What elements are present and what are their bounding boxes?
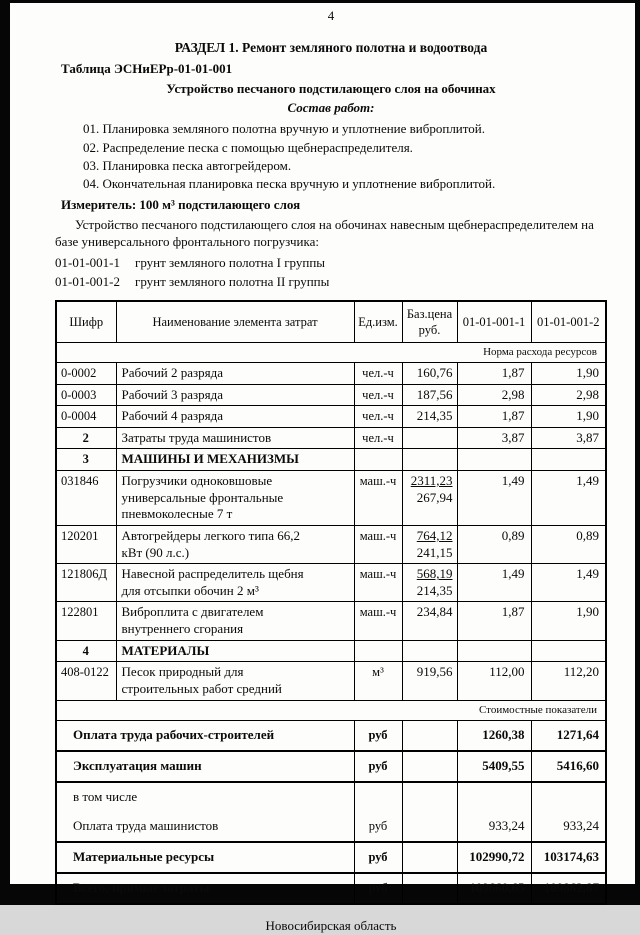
work-item-4: 04. Окончательная планировка песка вручную и уплотнение виброплитой.	[83, 176, 496, 192]
scan-edge-left	[0, 0, 10, 905]
cell-norm-1: 112,00	[457, 662, 531, 700]
cost-row	[56, 873, 606, 904]
cell-base-price	[402, 873, 457, 904]
cost-row	[56, 812, 606, 842]
cell-unit: маш.-ч	[354, 471, 402, 526]
price-denominator: 214,35	[416, 582, 453, 598]
cell-base-price	[402, 449, 457, 471]
cell-code: 0-0003	[56, 384, 116, 406]
work-title: Устройство песчаного подстилающего слоя на обочинах	[166, 81, 496, 97]
cell-norm-2: 112,20	[531, 662, 606, 700]
cell-cost-2	[531, 782, 606, 812]
cell-cost-name: Материальные ресурсы	[56, 842, 354, 873]
cell-unit: чел.-ч	[354, 406, 402, 428]
resource-row	[56, 471, 606, 526]
cell-name: МАТЕРИАЛЫ	[116, 640, 354, 662]
work-items-list	[83, 120, 607, 194]
cell-cost-1: 109660,65	[457, 873, 531, 904]
work-item-1: 01. Планировка земляного полотна вручную и уплотнение виброплитой.	[83, 121, 485, 137]
cell-norm-2: 0,89	[531, 525, 606, 563]
cell-base-price	[402, 471, 457, 526]
cell-norm-1: 1,49	[457, 564, 531, 602]
work-description: Устройство песчаного подстилающего слоя на обочинах навесным щебнераспределителем на базе универсального фронтального погрузчика:	[55, 216, 594, 250]
cost-row	[56, 720, 606, 751]
cell-norm-2: 2,98	[531, 384, 606, 406]
cell-name: Рабочий 2 разряда	[116, 362, 354, 384]
col-header-code: Шифр	[56, 301, 116, 343]
cell-unit: маш.-ч	[354, 525, 402, 563]
resource-row	[56, 525, 606, 563]
cell-norm-2	[531, 449, 606, 471]
cell-base-price	[402, 751, 457, 782]
cost-row	[56, 751, 606, 782]
variant-row-2	[55, 272, 607, 292]
cell-cost-2: 1271,64	[531, 720, 606, 751]
cell-name: МАШИНЫ И МЕХАНИЗМЫ	[116, 449, 354, 471]
cell-unit: чел.-ч	[354, 384, 402, 406]
cell-cost-name: Оплата труда машинистов	[56, 812, 354, 842]
cell-norm-1: 0,89	[457, 525, 531, 563]
work-item-2: 02. Распределение песка с помощью щебнераспределителя.	[83, 139, 413, 155]
page-number: 4	[327, 8, 335, 23]
cell-name: Навесной распределитель щебня для отсыпки обочин 2 м³	[116, 564, 354, 602]
cell-norm-1: 1,87	[457, 602, 531, 640]
cell-code: 408-0122	[56, 662, 116, 700]
variant-text-1: грунт земляного полотна I группы	[135, 254, 326, 270]
cell-base-price	[402, 640, 457, 662]
cell-base-price	[402, 842, 457, 873]
resource-row	[56, 362, 606, 384]
cell-code: 0-0002	[56, 362, 116, 384]
cell-unit	[354, 640, 402, 662]
cell-cost-2: 933,24	[531, 812, 606, 842]
cell-unit: руб	[354, 720, 402, 751]
table-header-row	[56, 301, 606, 343]
cell-code: 4	[56, 640, 116, 662]
cell-norm-1: 2,98	[457, 384, 531, 406]
cell-norm-2: 1,90	[531, 406, 606, 428]
cost-row	[56, 782, 606, 812]
cell-unit	[354, 449, 402, 471]
cell-norm-2: 1,90	[531, 362, 606, 384]
cell-code: 031846	[56, 471, 116, 526]
cell-unit: руб	[354, 873, 402, 904]
variant-code-1: 01-01-001-1	[55, 254, 120, 270]
cell-base-price: 187,56	[402, 384, 457, 406]
cell-base-price	[402, 720, 457, 751]
variants-list	[55, 253, 607, 292]
cell-cost-2: 109862,87	[531, 873, 606, 904]
resource-row	[56, 427, 606, 449]
cell-unit: маш.-ч	[354, 602, 402, 640]
cell-code: 120201	[56, 525, 116, 563]
cell-base-price: 160,76	[402, 362, 457, 384]
cell-unit: м³	[354, 662, 402, 700]
cell-norm-1: 1,87	[457, 362, 531, 384]
cell-unit: руб	[354, 812, 402, 842]
cell-base-price	[402, 564, 457, 602]
cell-unit: маш.-ч	[354, 564, 402, 602]
cell-norm-2: 3,87	[531, 427, 606, 449]
measure-line	[61, 197, 607, 214]
cell-norm-1	[457, 640, 531, 662]
measure-label: Измеритель:	[61, 196, 137, 212]
cell-base-price	[402, 427, 457, 449]
cell-unit: чел.-ч	[354, 427, 402, 449]
cell-norm-2	[531, 640, 606, 662]
cell-cost-name: в том числе	[56, 782, 354, 812]
cell-norm-1: 1,49	[457, 471, 531, 526]
costs-section-label: Стоимостные показатели	[56, 700, 606, 720]
cell-norm-2: 1,49	[531, 471, 606, 526]
estimate-table	[55, 300, 607, 905]
cell-base-price	[402, 525, 457, 563]
price-numerator: 568,19	[416, 566, 453, 582]
cell-name: Затраты труда машинистов	[116, 427, 354, 449]
price-denominator: 241,15	[416, 544, 453, 560]
cell-base-price	[402, 782, 457, 812]
cell-base-price: 214,35	[402, 406, 457, 428]
variant-code-2: 01-01-001-2	[55, 274, 120, 290]
col-header-norm-2: 01-01-001-2	[531, 301, 606, 343]
norms-section-row	[56, 342, 606, 362]
composition-label: Состав работ:	[287, 100, 375, 116]
cell-base-price	[402, 812, 457, 842]
estimate-table-body	[56, 362, 606, 903]
cell-unit: чел.-ч	[354, 362, 402, 384]
price-numerator: 764,12	[416, 527, 453, 543]
measure-value: 100 м³ подстилающего слоя	[139, 196, 301, 212]
col-header-name: Наименование элемента затрат	[116, 301, 354, 343]
variant-row-1	[55, 253, 607, 273]
cell-cost-1: 933,24	[457, 812, 531, 842]
cell-name: Виброплита с двигателем внутреннего сгорания	[116, 602, 354, 640]
cell-name: Автогрейдеры легкого типа 66,2 кВт (90 л.с.)	[116, 525, 354, 563]
cell-norm-1	[457, 449, 531, 471]
cell-cost-1: 1260,38	[457, 720, 531, 751]
resource-row	[56, 602, 606, 640]
cell-code: 2	[56, 427, 116, 449]
cell-cost-name: Эксплуатация машин	[56, 751, 354, 782]
cell-norm-1: 3,87	[457, 427, 531, 449]
cell-base-price: 919,56	[402, 662, 457, 700]
cell-code: 121806Д	[56, 564, 116, 602]
scan-edge-top	[0, 0, 640, 3]
resource-row	[56, 662, 606, 700]
cell-cost-2: 5416,60	[531, 751, 606, 782]
cell-name: Рабочий 3 разряда	[116, 384, 354, 406]
cell-code: 3	[56, 449, 116, 471]
cell-norm-2: 1,90	[531, 602, 606, 640]
cell-cost-1: 5409,55	[457, 751, 531, 782]
variant-text-2: грунт земляного полотна II группы	[135, 274, 330, 290]
table-code-label: Таблица ЭСНиЕРр-01-01-001	[61, 61, 233, 77]
cell-name: Песок природный для строительных работ средний	[116, 662, 354, 700]
resource-row	[56, 406, 606, 428]
cell-cost-name: Оплата труда рабочих-строителей	[56, 720, 354, 751]
cell-cost-1: 102990,72	[457, 842, 531, 873]
cell-code: 0-0004	[56, 406, 116, 428]
cell-name: Погрузчики одноковшовые универсальные фронтальные пневмоколесные 7 т	[116, 471, 354, 526]
page-content	[55, 8, 607, 935]
scan-edge-right	[635, 0, 640, 905]
col-header-base-price: Баз.цена руб.	[402, 301, 457, 343]
cell-unit	[354, 782, 402, 812]
cell-norm-2: 1,49	[531, 564, 606, 602]
price-numerator: 2311,23	[410, 473, 453, 489]
resource-row	[56, 384, 606, 406]
cell-base-price: 234,84	[402, 602, 457, 640]
resource-row	[56, 449, 606, 471]
price-denominator: 267,94	[416, 489, 453, 505]
cost-row	[56, 842, 606, 873]
resource-row	[56, 640, 606, 662]
col-header-norm-1: 01-01-001-1	[457, 301, 531, 343]
cell-unit: руб	[354, 751, 402, 782]
resource-row	[56, 564, 606, 602]
cell-code: 122801	[56, 602, 116, 640]
cell-name: Рабочий 4 разряда	[116, 406, 354, 428]
cell-cost-name: Всего, прямые затраты	[56, 873, 354, 904]
col-header-unit: Ед.изм.	[354, 301, 402, 343]
region-footer: Новосибирская область	[265, 917, 397, 933]
norms-section-label: Норма расхода ресурсов	[56, 342, 606, 362]
cell-norm-1: 1,87	[457, 406, 531, 428]
cell-cost-2: 103174,63	[531, 842, 606, 873]
cell-unit: руб	[354, 842, 402, 873]
cell-cost-1	[457, 782, 531, 812]
section-title: РАЗДЕЛ 1. Ремонт земляного полотна и водоотвода	[174, 39, 488, 55]
costs-section-row	[56, 700, 606, 720]
work-item-3: 03. Планировка песка автогрейдером.	[83, 158, 292, 174]
